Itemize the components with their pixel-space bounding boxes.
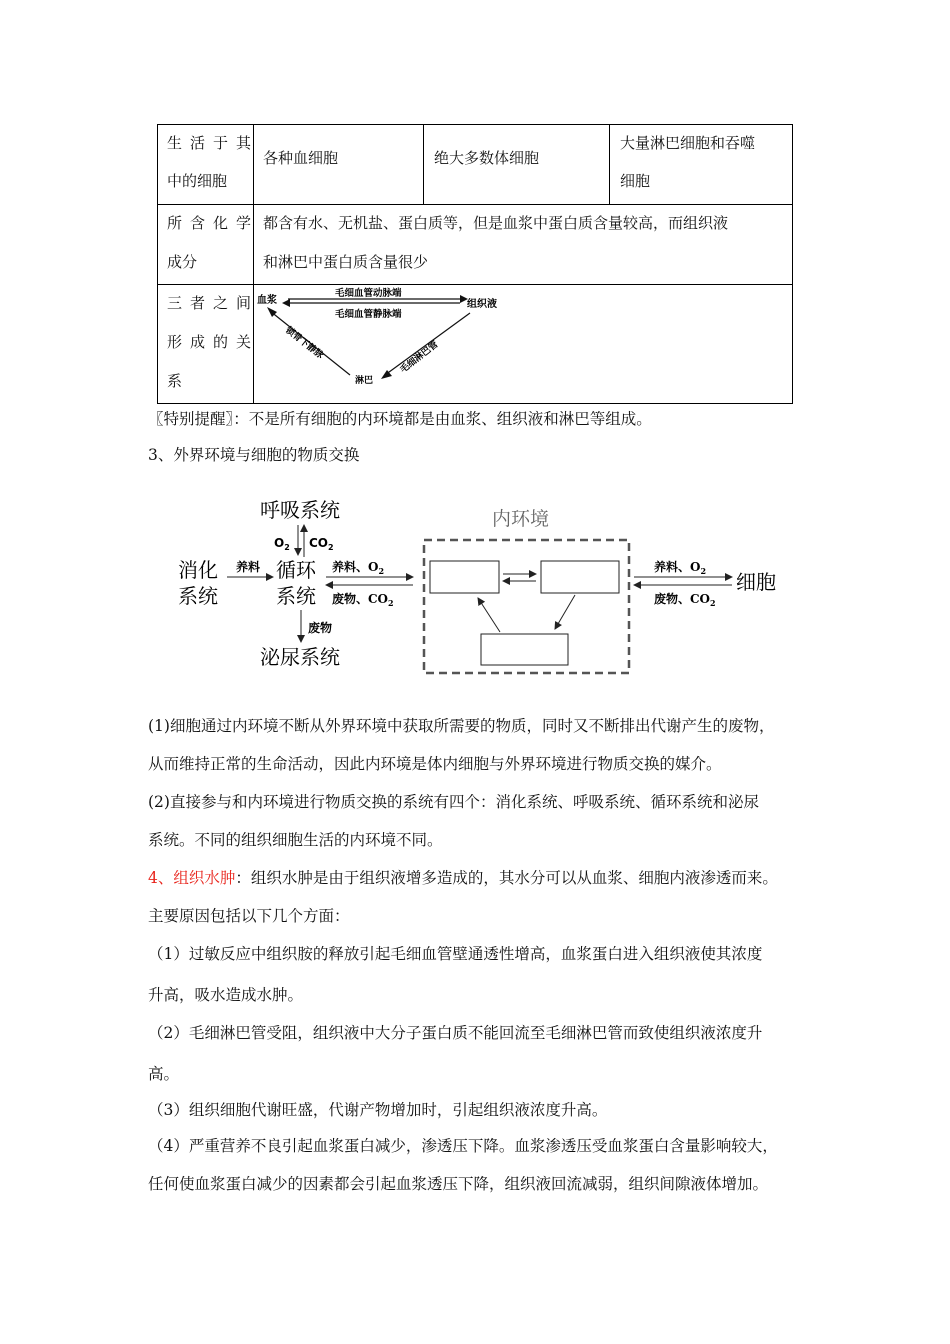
o2-label: $O_2$	[274, 536, 290, 552]
digestive-system-label-line1: 消化	[178, 558, 218, 582]
cell-label: 细胞	[736, 570, 776, 594]
special-tip: 〖特别提醒〗：不是所有细胞的内环境都是由血浆、组织液和淋巴等组成。	[148, 410, 652, 428]
tissue-fluid-label: 组织液	[467, 299, 497, 310]
nutrients-label: 养料	[236, 560, 261, 574]
row1-tissue-cells: 绝大多数体细胞	[434, 149, 540, 167]
nutrients-o2-label-left: 养料、$O_2$	[332, 560, 385, 576]
row1-lymph-cells-line1: 大量淋巴细胞和吞噬	[620, 134, 756, 152]
row2-label-line1: 所含化学	[167, 214, 260, 232]
section4-line1	[148, 866, 778, 888]
waste-co2-label-right: 废物、$CO_2$	[654, 592, 716, 608]
item4-line2: 任何使血浆蛋白减少的因素都会引起血浆透压下降，组织液回流减弱，组织间隙液体增加。	[148, 1175, 769, 1193]
plasma-blank-box	[430, 561, 499, 593]
urinary-system-label: 泌尿系统	[260, 645, 340, 669]
waste-label: 废物	[308, 621, 333, 635]
para2-line2: 系统。不同的组织细胞生活的内环境不同。	[148, 831, 443, 849]
row3-label-line3: 系	[167, 372, 183, 390]
row1-plasma-cells: 各种血细胞	[263, 149, 339, 167]
lymph-capillary-label: 毛细淋巴管	[398, 339, 441, 376]
row2-label-line2: 成分	[167, 253, 198, 271]
plasma-label: 血浆	[257, 295, 277, 306]
row1-label-line1: 生活于其	[167, 134, 260, 152]
para2-line1: (2)直接参与和内环境进行物质交换的系统有四个：消化系统、呼吸系统、循环系统和泌尿	[148, 793, 759, 811]
tissue-fluid-blank-box	[541, 561, 619, 593]
row2-content-line1: 都含有水、无机盐、蛋白质等，但是血浆中蛋白质含量较高，而组织液	[263, 214, 729, 232]
fluid-relationship-diagram	[255, 287, 505, 387]
section4-intro: ：组织水肿是由于组织液增多造成的，其水分可以从血浆、细胞内液渗透而来。	[235, 869, 778, 887]
arterial-end-label: 毛细血管动脉端	[335, 288, 402, 299]
digestive-system-label-line2: 系统	[178, 584, 218, 608]
circulatory-system-label-line1: 循环	[276, 558, 316, 582]
internal-env-label: 内环境	[492, 508, 550, 530]
lymph-label: 淋巴	[355, 376, 374, 386]
subclavian-vein-label: 锁骨下静脉	[283, 325, 325, 362]
section4-title: 4、组织水肿	[148, 869, 236, 887]
respiratory-system-label: 呼吸系统	[260, 498, 340, 522]
row2-content-line2: 和淋巴中蛋白质含量很少	[263, 253, 429, 271]
section3-title: 3、外界环境与细胞的物质交换	[148, 446, 360, 464]
row1-lymph-cells-line2: 细胞	[620, 172, 651, 190]
co2-label: $CO_2$	[309, 536, 334, 552]
circulatory-system-label-line2: 系统	[276, 584, 316, 608]
lymph-to-plasma-arrow	[478, 598, 500, 632]
item4-line1: （4）严重营养不良引起血浆蛋白减少，渗透压下降。血浆渗透压受血浆蛋白含量影响较大，	[148, 1137, 778, 1155]
row1-label-line2: 中的细胞	[167, 172, 228, 190]
row3-label-line2: 形成的关	[167, 333, 260, 351]
item2-line2: 高。	[148, 1065, 180, 1083]
waste-co2-label-left: 废物、$CO_2$	[332, 592, 394, 608]
nutrients-o2-label-right: 养料、$O_2$	[654, 560, 707, 576]
lymph-blank-box	[481, 634, 568, 665]
section4-line2: 主要原因包括以下几个方面：	[148, 907, 350, 925]
row3-label-line1: 三者之间	[167, 294, 260, 312]
item3: （3）组织细胞代谢旺盛，代谢产物增加时，引起组织液浓度升高。	[148, 1101, 608, 1119]
item1-line2: 升高，吸水造成水肿。	[148, 986, 304, 1004]
material-exchange-diagram	[170, 495, 776, 685]
para1-line2: 从而维持正常的生命活动，因此内环境是体内细胞与外界环境进行物质交换的媒介。	[148, 755, 722, 773]
item1-line1: （1）过敏反应中组织胺的释放引起毛细血管壁通透性增高，血浆蛋白进入组织液使其浓度	[148, 945, 763, 963]
venous-arrowhead	[282, 299, 290, 307]
tissue-to-lymph-arrow	[555, 595, 575, 629]
item2-line1: （2）毛细淋巴管受阻，组织液中大分子蛋白质不能回流至毛细淋巴管而致使组织液浓度升	[148, 1024, 763, 1042]
venous-end-label: 毛细血管静脉端	[335, 309, 402, 320]
para1-line1: (1)细胞通过内环境不断从外界环境中获取所需要的物质，同时又不断排出代谢产生的废物，	[148, 717, 775, 735]
